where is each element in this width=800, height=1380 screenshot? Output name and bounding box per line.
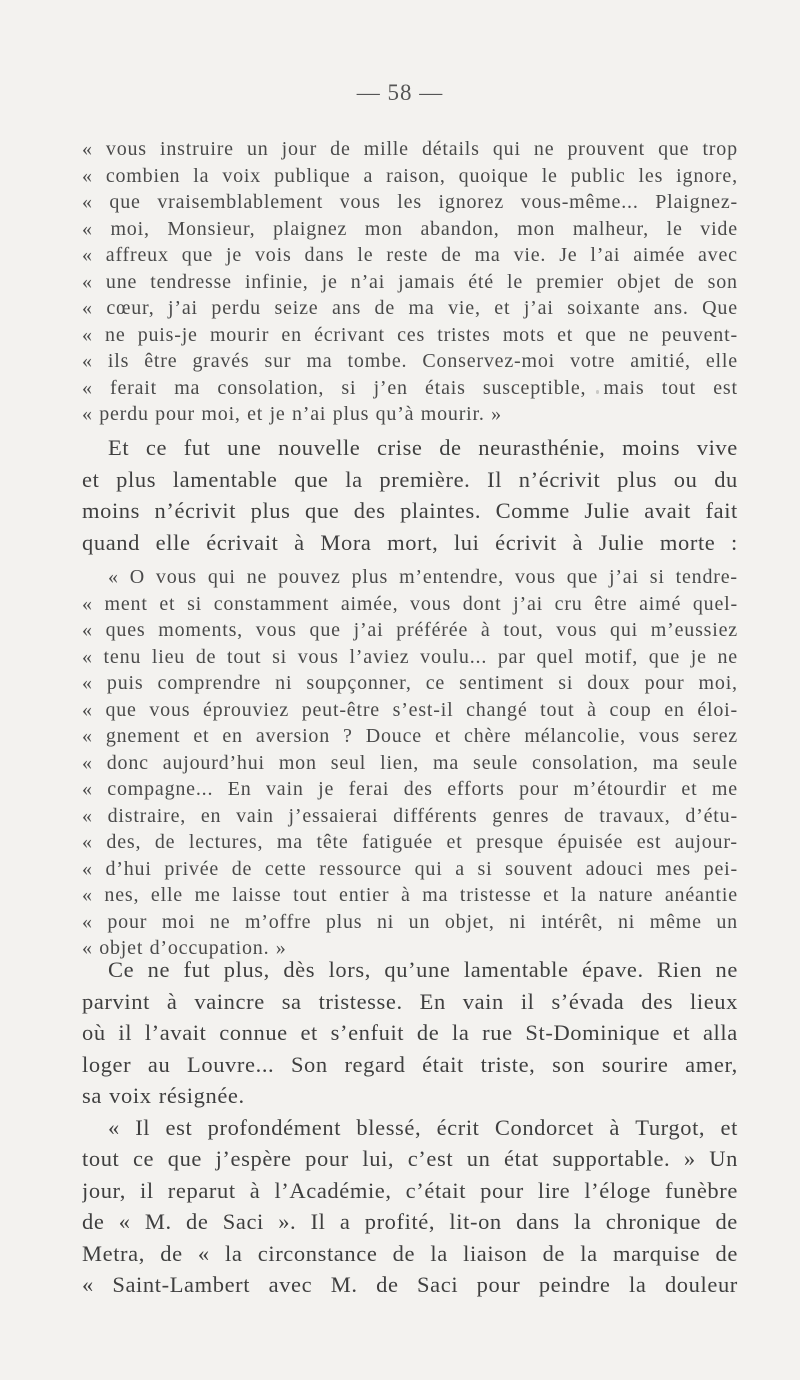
paragraph-2 — [82, 954, 738, 1301]
text-line: « combien la voix publique a raison, quoique le public les ignore, — [82, 164, 738, 187]
text-line: « distraire, en vain j’essaierai différents genres de travaux, d’étu- — [82, 804, 738, 827]
text-line: « moi, Monsieur, plaignez mon abandon, mon malheur, le vide — [82, 217, 738, 240]
text-line: « gnement et en aversion ? Douce et chère mélancolie, vous serez — [82, 725, 738, 747]
text-line: « Saint-Lambert avec M. de Saci pour peindre la douleur — [82, 1272, 738, 1297]
text-line: « O vous qui ne pouvez plus m’entendre, vous que j’ai si tendre- — [108, 566, 738, 588]
text-line: parvint à vaincre sa tristesse. En vain il s’évada des lieux — [82, 988, 738, 1014]
text-line: jour, il reparut à l’Académie, c’était pour lire l’éloge funèbre — [82, 1177, 738, 1203]
text-line: « des, de lectures, ma tête fatiguée et presque épuisée est aujour- — [82, 831, 738, 853]
text-line: moins n’écrivit plus que des plaintes. Comme Julie avait fait — [82, 498, 738, 523]
text-line: « ne puis-je mourir en écrivant ces tristes mots et que ne peuvent- — [82, 323, 738, 346]
quote-block-2 — [82, 564, 738, 962]
text-line: tout ce que j’espère pour lui, c’est un état supportable. » Un — [82, 1146, 738, 1171]
text-line: « objet d’occupation. » — [82, 937, 287, 959]
text-line: « nes, elle me laisse tout entier à ma tristesse et la nature anéantie — [82, 884, 738, 906]
text-line: sa voix résignée. — [82, 1083, 245, 1108]
text-line: « ils être gravés sur ma tombe. Conservez-moi votre amitié, elle — [82, 350, 738, 372]
text-line: « pour moi ne m’offre plus ni un objet, ni intérêt, ni même un — [82, 910, 738, 933]
text-line: « que vraisemblablement vous les ignorez vous-même... Plaignez- — [82, 191, 738, 213]
text-line: « que vous éprouviez peut-être s’est-il changé tout à coup en éloi- — [82, 698, 738, 721]
text-line: « perdu pour moi, et je n’ai plus qu’à mourir. » — [82, 403, 502, 425]
text-line: Ce ne fut plus, dès lors, qu’une lamentable épave. Rien ne — [108, 957, 738, 982]
text-line: quand elle écrivait à Mora mort, lui écrivit à Julie morte : — [82, 529, 738, 555]
text-line: de « M. de Saci ». Il a profité, lit-on dans la chronique de — [82, 1209, 738, 1234]
text-line: « d’hui privée de cette ressource qui a si souvent adouci mes pei- — [82, 857, 738, 880]
text-line: « ment et si constamment aimée, vous dont j’ai cru être aimé quel- — [82, 592, 738, 615]
paragraph-1 — [82, 432, 738, 558]
quote-block-1 — [82, 136, 738, 428]
page-number: — 58 — — [356, 80, 444, 105]
text-line: « donc aujourd’hui mon seul lien, ma seule consolation, ma seule — [82, 751, 738, 774]
text-line: « ques moments, vous que j’ai préférée à tout, vous qui m’eussiez — [82, 619, 738, 641]
paper-speck — [596, 390, 599, 394]
text-line: « compagne... En vain je ferai des efforts pour m’étourdir et me — [82, 778, 738, 800]
text-line: « Il est profondément blessé, écrit Condorcet à Turgot, et — [108, 1114, 738, 1140]
text-line: loger au Louvre... Son regard était triste, son sourire amer, — [82, 1051, 738, 1077]
text-line: « affreux que je vois dans le reste de ma vie. Je l’ai aimée avec — [82, 244, 738, 266]
text-line: « puis comprendre ni soupçonner, ce sentiment si doux pour moi, — [82, 672, 738, 694]
text-line: « une tendresse infinie, je n’ai jamais été le premier objet de son — [82, 270, 738, 293]
text-line: « vous instruire un jour de mille détails qui ne prouvent que trop — [82, 138, 738, 160]
text-line: et plus lamentable que la première. Il n’écrivit plus ou du — [82, 466, 738, 492]
text-line: Metra, de « la circonstance de la liaison de la marquise de — [82, 1240, 738, 1266]
text-line: « tenu lieu de tout si vous l’aviez voulu... par quel motif, que je ne — [82, 645, 738, 668]
text-line: « ferait ma consolation, si j’en étais susceptible, mais tout est — [82, 376, 738, 399]
text-line: Et ce fut une nouvelle crise de neurasthénie, moins vive — [108, 435, 738, 460]
text-line: « cœur, j’ai perdu seize ans de ma vie, et j’ai soixante ans. Que — [82, 297, 738, 319]
text-line: où il l’avait connue et s’enfuit de la rue St-Dominique et alla — [82, 1020, 738, 1045]
